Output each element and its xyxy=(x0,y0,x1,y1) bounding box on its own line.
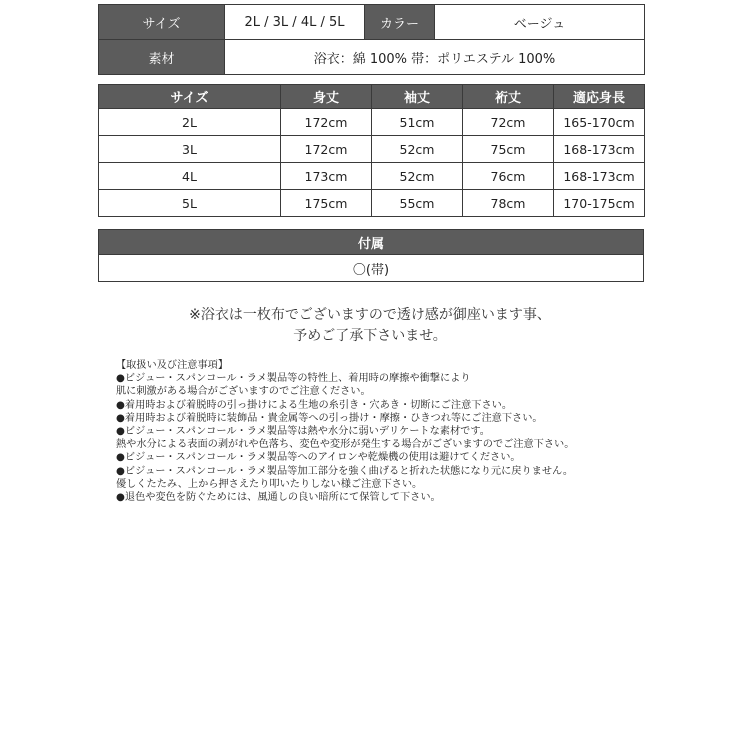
header-height-range: 適応身長 xyxy=(554,85,645,109)
accessory-value-row xyxy=(99,255,644,282)
care-line: ●ビジュー・スパンコール・ラメ製品等へのアイロンや乾燥機の使用は避けてください。 xyxy=(116,452,521,464)
care-line: 肌に刺激がある場合がございますのでご注意ください。 xyxy=(116,386,371,398)
table-row xyxy=(99,163,645,190)
header-body-length: 身丈 xyxy=(281,85,372,109)
cell-body-length: 175cm xyxy=(281,190,372,217)
material-label: 素材 xyxy=(99,40,225,75)
care-line: 優しくたたみ、上から押さえたり叩いたりしない様ご注意下さい。 xyxy=(116,478,423,490)
care-line: ●ビジュー・スパンコール・ラメ製品等の特性上、着用時の摩擦や衝撃により xyxy=(116,373,471,385)
cell-yuki-length: 78cm xyxy=(463,190,554,217)
accessory-value: 〇(帯) xyxy=(99,255,644,282)
cell-yuki-length: 75cm xyxy=(463,136,554,163)
size-table xyxy=(98,84,645,217)
header-yuki-length: 裄丈 xyxy=(463,85,554,109)
care-line: ●ビジュー・スパンコール・ラメ製品等は熱や水分に弱いデリケートな素材です。 xyxy=(116,426,490,438)
header-sleeve-length: 袖丈 xyxy=(372,85,463,109)
spec-table xyxy=(98,4,645,75)
spec-row-material xyxy=(99,40,645,75)
cell-size: 5L xyxy=(99,190,281,217)
care-line: ●ビジュー・スパンコール・ラメ製品等加工部分を強く曲げると折れた状態になり元に戻りません。 xyxy=(116,465,574,477)
table-row xyxy=(99,136,645,163)
accessory-table xyxy=(98,229,644,282)
accessory-header-row xyxy=(99,230,644,255)
care-title: 【取扱い及び注意事項】 xyxy=(116,360,229,371)
cell-height-range: 170-175cm xyxy=(554,190,645,217)
spec-row-size xyxy=(99,5,645,40)
color-label: カラー xyxy=(365,5,435,40)
material-value: 浴衣：綿 100% 帯：ポリエステル 100% xyxy=(225,40,645,75)
cell-sleeve-length: 51cm xyxy=(372,109,463,136)
header-size: サイズ xyxy=(99,85,281,109)
transparency-notice xyxy=(0,305,740,347)
cell-body-length: 172cm xyxy=(281,109,372,136)
size-value: 2L / 3L / 4L / 5L xyxy=(225,5,365,40)
cell-height-range: 168-173cm xyxy=(554,136,645,163)
table-row xyxy=(99,190,645,217)
cell-height-range: 168-173cm xyxy=(554,163,645,190)
cell-body-length: 172cm xyxy=(281,136,372,163)
care-line: ●着用時および着脱時に装飾品・貴金属等への引っ掛け・摩擦・ひきつれ等にご注意下さい。 xyxy=(116,412,543,424)
cell-sleeve-length: 52cm xyxy=(372,136,463,163)
cell-sleeve-length: 55cm xyxy=(372,190,463,217)
table-row xyxy=(99,109,645,136)
cell-height-range: 165-170cm xyxy=(554,109,645,136)
notice-line-2: 予めご了承下さいませ。 xyxy=(293,328,447,344)
cell-body-length: 173cm xyxy=(281,163,372,190)
cell-size: 4L xyxy=(99,163,281,190)
care-line: ●着用時および着脱時の引っ掛けによる生地の糸引き・穴あき・切断にご注意下さい。 xyxy=(116,399,513,411)
care-instructions xyxy=(116,359,716,504)
cell-size: 2L xyxy=(99,109,281,136)
cell-yuki-length: 76cm xyxy=(463,163,554,190)
notice-line-1: ※浴衣は一枚布でございますので透け感が御座います事、 xyxy=(189,307,551,323)
color-value: ベージュ xyxy=(435,5,645,40)
care-line: 熱や水分による表面の剥がれや色落ち、変色や変形が発生する場合がございますのでご注意下さい。 xyxy=(116,439,575,451)
size-table-header xyxy=(99,85,645,109)
cell-yuki-length: 72cm xyxy=(463,109,554,136)
cell-size: 3L xyxy=(99,136,281,163)
cell-sleeve-length: 52cm xyxy=(372,163,463,190)
care-line: ●退色や変色を防ぐためには、風通しの良い暗所にて保管して下さい。 xyxy=(116,492,441,504)
size-label: サイズ xyxy=(99,5,225,40)
accessory-header: 付属 xyxy=(99,230,644,255)
